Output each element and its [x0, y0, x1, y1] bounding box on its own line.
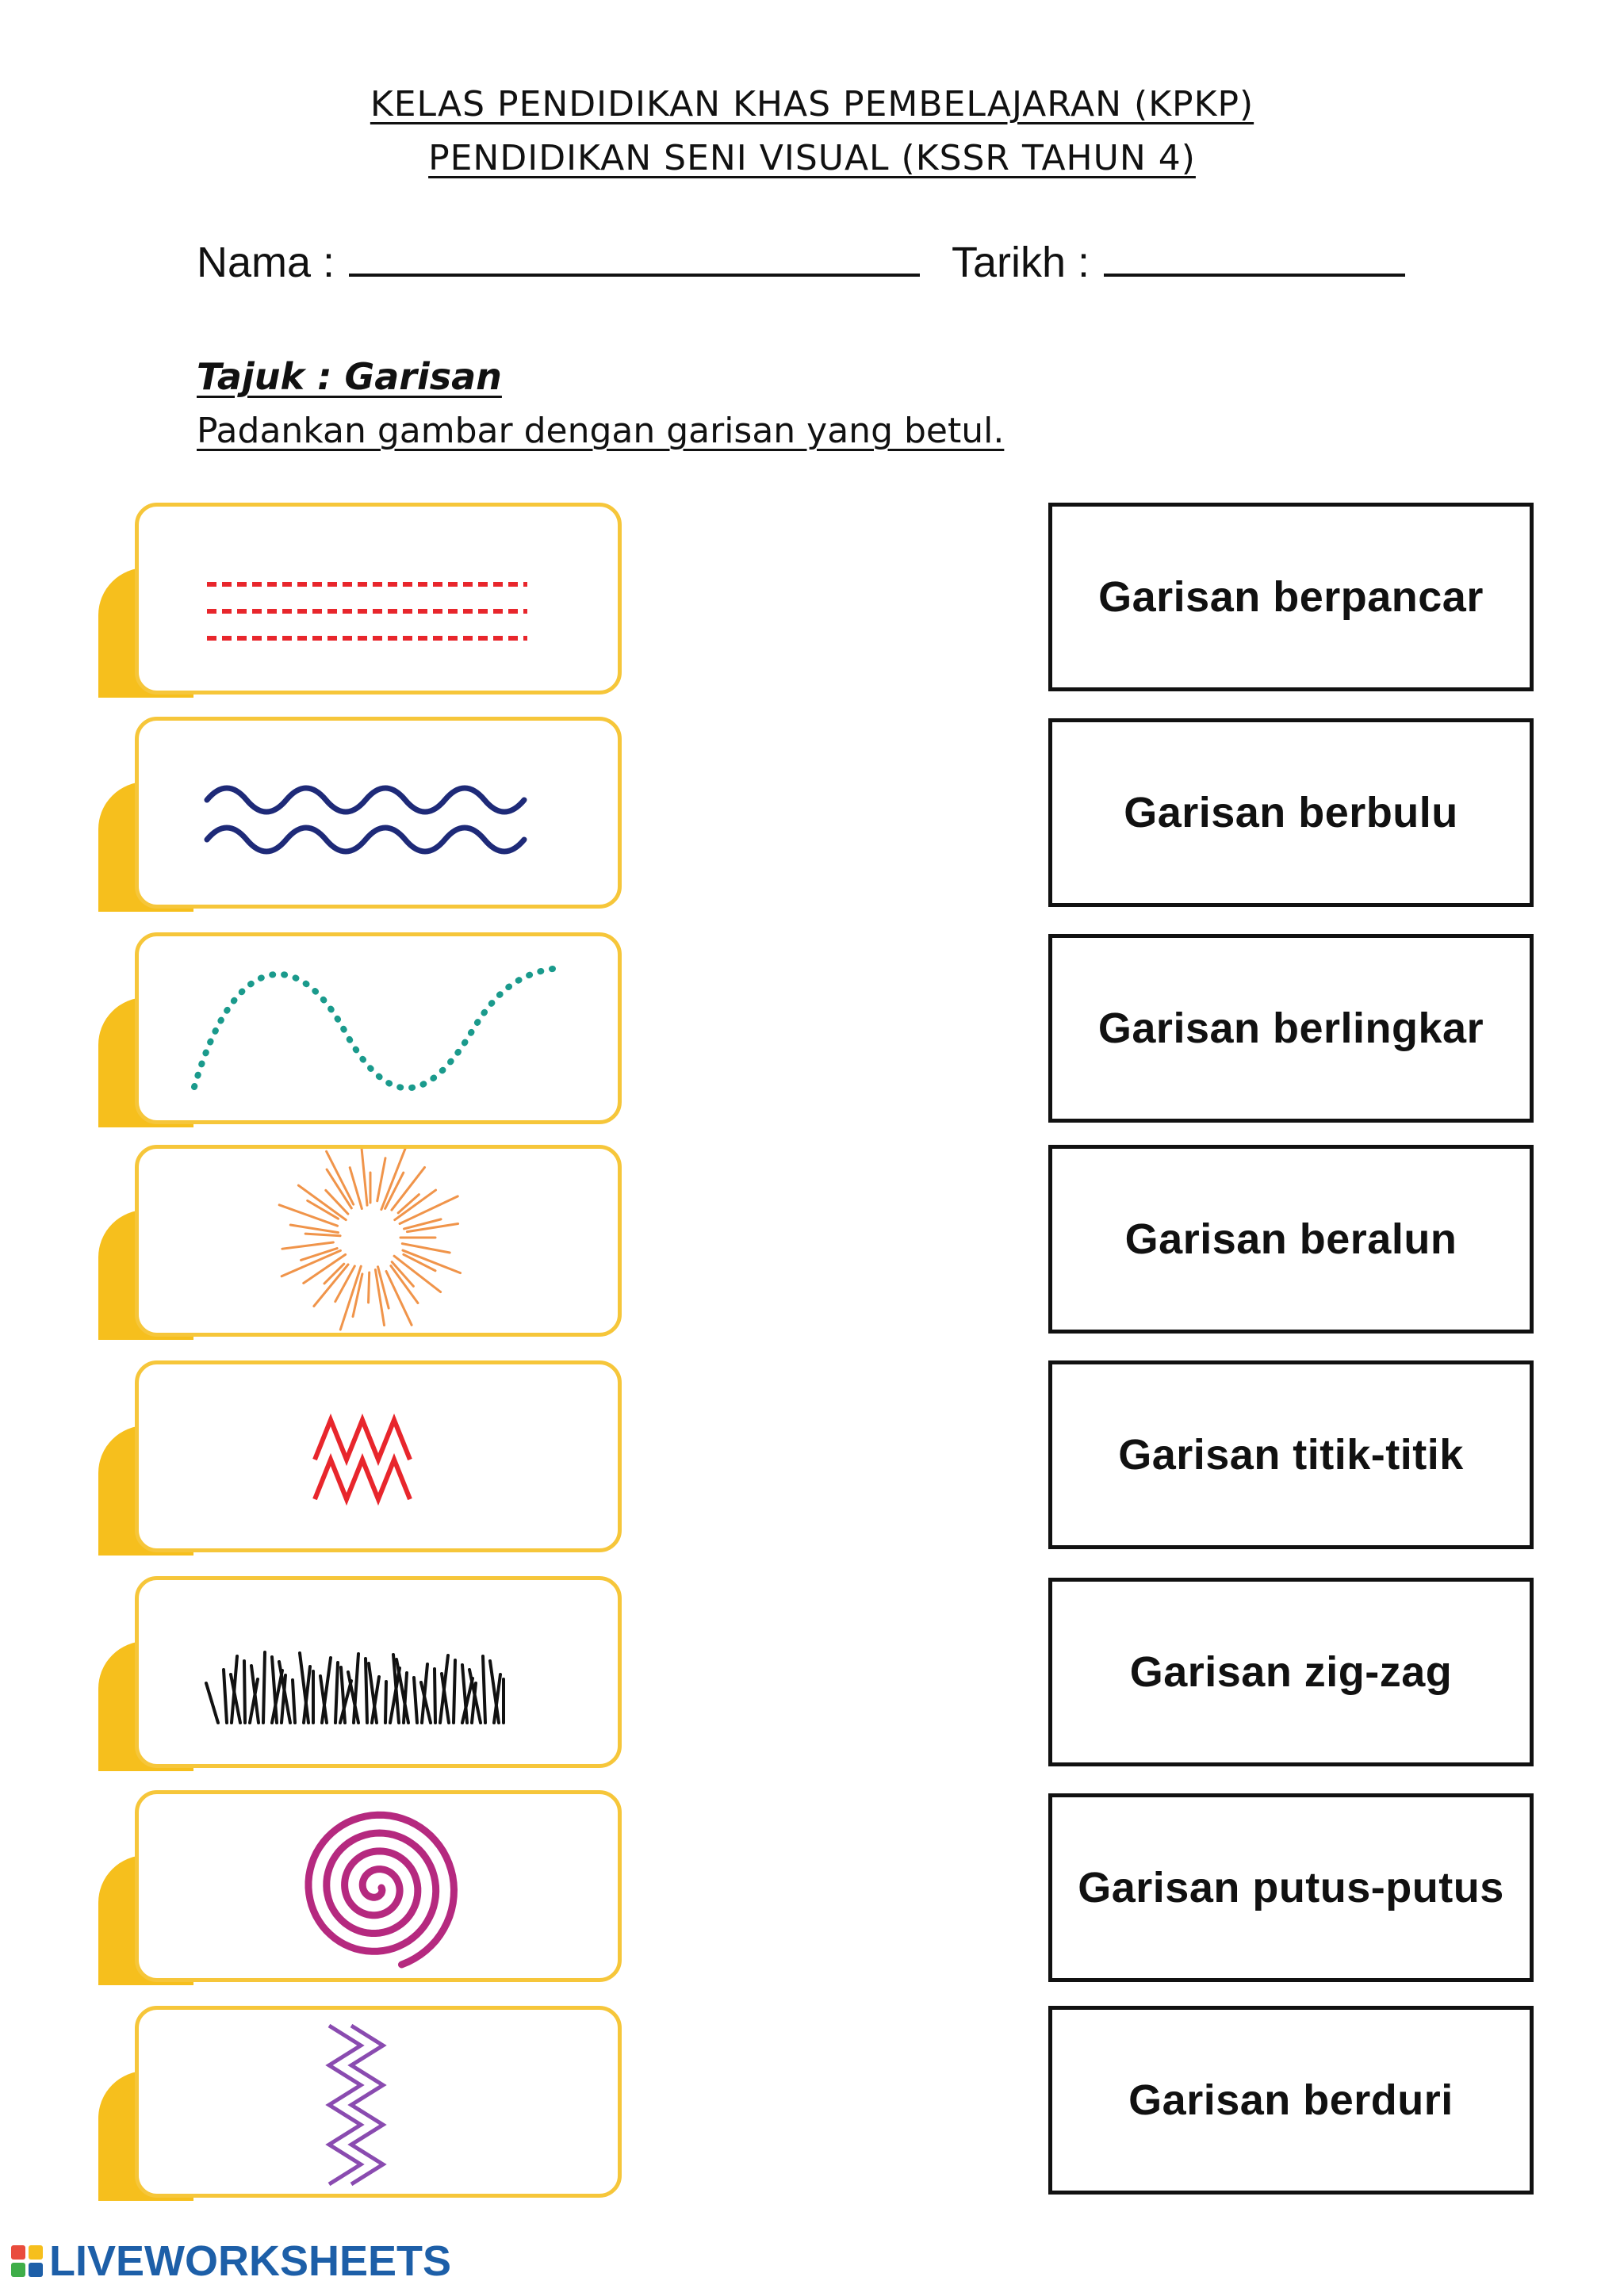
header-line-2: PENDIDIKAN SENI VISUAL (KSSR TAHUN 4) [428, 138, 1196, 178]
picture-card-8[interactable] [98, 2006, 622, 2201]
zigzag-vertical-icon [139, 2010, 618, 2194]
dashed-lines-icon [139, 507, 618, 691]
zigzag-horizontal-icon [139, 1364, 618, 1548]
dotted-wave-icon [139, 936, 618, 1120]
spiral-icon [139, 1794, 618, 1978]
liveworksheets-logo[interactable] [11, 2237, 451, 2285]
picture-card-6[interactable] [98, 1576, 622, 1771]
picture-card-5[interactable] [98, 1360, 622, 1556]
label-box-4[interactable]: Garisan beralun [1048, 1145, 1534, 1334]
brand-name: LIVEWORKSHEETS [49, 2237, 452, 2285]
wavy-lines-icon [139, 721, 618, 905]
picture-card-3[interactable] [98, 932, 622, 1127]
picture-card-4[interactable] [98, 1145, 622, 1340]
date-field[interactable] [952, 238, 1405, 287]
label-box-6[interactable]: Garisan zig-zag [1048, 1578, 1534, 1766]
instruction-text: Padankan gambar dengan garisan yang betul. [197, 411, 1005, 451]
label-box-8[interactable]: Garisan berduri [1048, 2006, 1534, 2195]
label-box-1[interactable]: Garisan berpancar [1048, 503, 1534, 691]
header-line-1: KELAS PENDIDIKAN KHAS PEMBELAJARAN (KPKP) [370, 84, 1254, 124]
label-box-2[interactable]: Garisan berbulu [1048, 718, 1534, 907]
brand-logo-icon [11, 2245, 43, 2277]
date-blank-line[interactable] [1104, 269, 1405, 277]
name-blank-line[interactable] [349, 269, 920, 277]
label-box-5[interactable]: Garisan titik-titik [1048, 1360, 1534, 1549]
name-field[interactable] [197, 238, 920, 287]
picture-card-1[interactable] [98, 503, 622, 698]
topic-title: Tajuk : Garisan [197, 355, 502, 398]
picture-card-2[interactable] [98, 717, 622, 912]
radiating-lines-icon [139, 1149, 618, 1333]
date-label: Tarikh : [952, 239, 1090, 286]
name-label: Nama : [197, 239, 335, 286]
label-box-3[interactable]: Garisan berlingkar [1048, 934, 1534, 1123]
grass-lines-icon [139, 1580, 618, 1764]
picture-card-7[interactable] [98, 1790, 622, 1985]
label-box-7[interactable]: Garisan putus-putus [1048, 1793, 1534, 1982]
